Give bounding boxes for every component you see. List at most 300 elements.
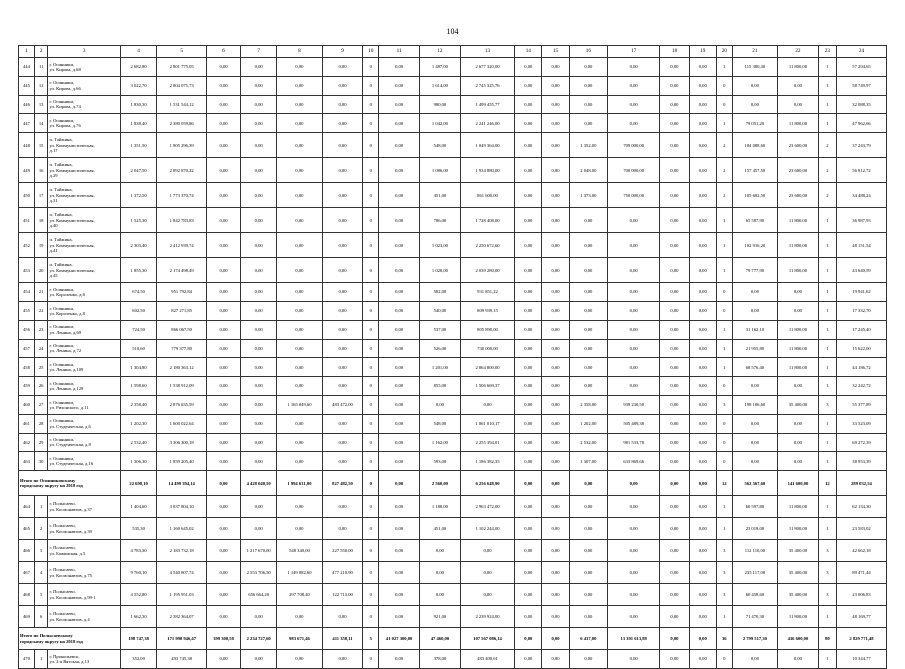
table-cell: 3 <box>818 540 836 562</box>
table-cell: 1 086,00 <box>420 158 461 183</box>
table-cell: 3 <box>34 540 48 562</box>
table-cell: 0,00 <box>379 584 420 606</box>
table-cell: 31 162,10 <box>732 320 777 339</box>
table-cell: 0,00 <box>515 584 542 606</box>
table-cell: 0,00 <box>241 208 277 233</box>
table-cell: 411 358,11 <box>322 628 363 650</box>
table-cell: 0,00 <box>515 471 542 496</box>
table-cell: 0,00 <box>277 283 322 302</box>
table-cell: 0,00 <box>542 76 569 95</box>
table-cell: 34 488,24 <box>836 183 886 208</box>
table-cell: 0,00 <box>207 114 241 133</box>
table-cell: 0,00 <box>515 158 542 183</box>
table-cell: 0,00 <box>241 650 277 669</box>
table-cell: 171 990 946,47 <box>157 628 207 650</box>
table-cell: 6 256 648,90 <box>460 471 514 496</box>
table-cell: 602,50 <box>120 301 156 320</box>
table-cell: 0,00 <box>660 95 689 114</box>
table-cell: 0,00 <box>608 339 660 358</box>
table-cell: 2 560,00 <box>420 471 461 496</box>
table-cell: 461 <box>19 414 35 433</box>
table-cell: 0,00 <box>322 58 363 77</box>
table-row <box>19 301 887 320</box>
table-cell: 1 662,30 <box>120 606 156 628</box>
table-cell: 0,00 <box>732 377 777 396</box>
table-cell: 467 <box>19 562 35 584</box>
table-cell: 1 855,30 <box>120 258 156 283</box>
table-cell: 0,00 <box>515 114 542 133</box>
table-cell: 0,00 <box>420 584 461 606</box>
table-cell: 537,00 <box>420 320 461 339</box>
table-cell: 0 <box>716 95 732 114</box>
table-cell: 0,00 <box>608 208 660 233</box>
table-cell: 0 <box>363 606 379 628</box>
table-cell: 0 <box>363 258 379 283</box>
table-cell: 0,00 <box>241 452 277 471</box>
table-cell: 455 <box>19 301 35 320</box>
table-cell: 0,00 <box>608 283 660 302</box>
table-cell: 447 <box>19 114 35 133</box>
table-cell: 1 352,00 <box>569 133 608 158</box>
table-cell: 0,00 <box>569 471 608 496</box>
table-cell: 0 <box>363 414 379 433</box>
address-cell: г. Полысаево, ул. Космонавтов, д.75 <box>48 562 121 584</box>
table-cell: 0,00 <box>207 414 241 433</box>
table-cell: 0,00 <box>660 183 689 208</box>
table-cell: 2 039 280,00 <box>460 258 514 283</box>
table-cell: 1 217 670,00 <box>241 540 277 562</box>
table-cell: 0,00 <box>277 433 322 452</box>
table-cell: 71 470,30 <box>732 606 777 628</box>
table-cell: 27 <box>34 395 48 414</box>
table-cell: 0,00 <box>689 471 716 496</box>
table-cell: 0,00 <box>379 114 420 133</box>
table-cell: 0,00 <box>241 518 277 540</box>
table-cell: 2 <box>818 183 836 208</box>
table-cell: 1 <box>818 452 836 471</box>
table-cell: 593,00 <box>420 452 461 471</box>
table-cell: 0,00 <box>277 358 322 377</box>
table-cell: 0,00 <box>207 320 241 339</box>
table-cell: 0 <box>716 283 732 302</box>
table-cell: 0,00 <box>660 496 689 518</box>
table-cell: 0,00 <box>542 158 569 183</box>
table-cell: 980,00 <box>420 95 461 114</box>
header-row <box>19 46 887 58</box>
table-cell: 69 272,39 <box>836 433 886 452</box>
table-cell: 0,00 <box>322 414 363 433</box>
table-cell: 23 <box>34 320 48 339</box>
table-cell: 1 165 049,60 <box>277 395 322 414</box>
table-cell: 0 <box>716 433 732 452</box>
table-cell: 1 061 010,17 <box>460 414 514 433</box>
table-cell: 0 <box>363 114 379 133</box>
table-cell: 983 671,46 <box>277 628 322 650</box>
table-cell: 0 <box>363 377 379 396</box>
table-cell: 0,00 <box>689 518 716 540</box>
table-cell: 1 905 296,39 <box>157 133 207 158</box>
table-cell: 0,00 <box>689 650 716 669</box>
table-cell: 1 <box>818 208 836 233</box>
table-cell: 1 538 912,09 <box>157 377 207 396</box>
table-cell: 0,00 <box>379 358 420 377</box>
table-cell: 3 306 300,18 <box>157 433 207 452</box>
table-cell: 37 243,79 <box>836 133 886 158</box>
table-cell: 535,30 <box>120 518 156 540</box>
table-cell: 107 567 086,14 <box>460 628 514 650</box>
table-cell: 0,00 <box>689 562 716 584</box>
table-cell: 1 <box>818 339 836 358</box>
column-number: 12 <box>420 46 461 58</box>
column-number: 5 <box>157 46 207 58</box>
table-cell: 1 <box>716 208 732 233</box>
table-cell: 1 195 951,03 <box>157 584 207 606</box>
column-number: 15 <box>542 46 569 58</box>
table-cell: 1 <box>716 114 732 133</box>
table-cell: 11 800,00 <box>778 606 819 628</box>
table-cell: 157 457,50 <box>732 158 777 183</box>
table-cell: 1 614,00 <box>420 76 461 95</box>
table-cell: 779 377,80 <box>157 339 207 358</box>
address-cell: г. Осинники, ул. Ленина, д.72 <box>48 339 121 358</box>
address-cell: п. Тайжина, ул. Коммунистическая, д.31 <box>48 183 121 208</box>
table-cell: 0,00 <box>515 433 542 452</box>
table-cell: 3 <box>818 584 836 606</box>
table-cell: 56 812,72 <box>836 158 886 183</box>
table-cell: 0,00 <box>207 283 241 302</box>
table-cell: 0,00 <box>460 584 514 606</box>
table-cell: 633 869,66 <box>608 452 660 471</box>
table-cell: 0,00 <box>689 452 716 471</box>
page-number: 104 <box>446 27 459 36</box>
table-cell: 0,00 <box>542 358 569 377</box>
table-cell: 17 <box>34 183 48 208</box>
table-cell: 458 <box>19 358 35 377</box>
table-cell: 0,00 <box>732 76 777 95</box>
table-cell: 0 <box>363 208 379 233</box>
table-cell: 0,00 <box>515 628 542 650</box>
table-cell: 12 <box>716 471 732 496</box>
table-cell: 464 <box>19 496 35 518</box>
table-cell: 2 303,40 <box>120 233 156 258</box>
table-cell: 0,00 <box>322 183 363 208</box>
table-cell: 0,00 <box>689 628 716 650</box>
table-cell: 0,00 <box>608 114 660 133</box>
table-cell: 0,00 <box>460 540 514 562</box>
table-cell: 102 916,20 <box>732 233 777 258</box>
column-number: 11 <box>379 46 420 58</box>
table-row <box>19 562 887 584</box>
table-row <box>19 496 887 518</box>
table-cell: 0,00 <box>542 377 569 396</box>
address-cell: г. Осинники, ул. Студенческая, д.16 <box>48 452 121 471</box>
table-cell: 0,00 <box>660 562 689 584</box>
table-cell: 1 <box>818 496 836 518</box>
table-cell: 23 600,00 <box>778 183 819 208</box>
table-cell: 235 117,00 <box>732 562 777 584</box>
table-row <box>19 258 887 283</box>
table-cell: 0,00 <box>322 320 363 339</box>
table-cell: 0,00 <box>322 377 363 396</box>
address-cell: г. Осинники, ул. Кирова, д.74 <box>48 95 121 114</box>
address-cell: г. Полысаево, ул. Бажинская, д.5 <box>48 540 121 562</box>
table-cell: 2 532,00 <box>569 433 608 452</box>
table-cell: 0,00 <box>569 58 608 77</box>
table-cell: 0,00 <box>322 452 363 471</box>
table-cell: 6 <box>34 606 48 628</box>
table-cell: 0 <box>363 650 379 669</box>
table-row <box>19 208 887 233</box>
table-cell: 1 <box>716 258 732 283</box>
table-cell: 19 941,62 <box>836 283 886 302</box>
table-cell: 656 664,20 <box>241 584 277 606</box>
table-cell: 0,00 <box>689 233 716 258</box>
table-cell: 1 487,00 <box>420 58 461 77</box>
table-cell: 1 525,30 <box>120 208 156 233</box>
table-cell: 451,00 <box>420 183 461 208</box>
table-cell: 452 <box>19 233 35 258</box>
address-cell: г. Прокопьевск, ул. 2-я Вятская, д.13 <box>48 650 121 669</box>
table-cell: 0,00 <box>569 76 608 95</box>
table-cell: 2 <box>34 518 48 540</box>
table-cell: 0,00 <box>515 320 542 339</box>
table-cell: 23 600,00 <box>778 158 819 183</box>
table-cell: 1 598,60 <box>120 377 156 396</box>
table-cell: 2 358,00 <box>569 395 608 414</box>
table-cell: 5 <box>34 584 48 606</box>
table-cell: 0 <box>363 540 379 562</box>
table-cell: 1 042,00 <box>420 114 461 133</box>
table-cell: 0,00 <box>732 452 777 471</box>
table-cell: 35 400,00 <box>778 562 819 584</box>
table-cell: 0,00 <box>660 233 689 258</box>
table-cell: 0,00 <box>542 58 569 77</box>
table-cell: 0,00 <box>379 496 420 518</box>
table-cell: 0,00 <box>608 58 660 77</box>
table-cell: 939 230,50 <box>608 395 660 414</box>
table-row <box>19 283 887 302</box>
table-cell: 1 404,60 <box>120 496 156 518</box>
table-cell: 827 482,50 <box>322 471 363 496</box>
table-cell: 0,00 <box>689 95 716 114</box>
table-cell: 0,00 <box>569 114 608 133</box>
table-cell: 1 994 631,00 <box>277 471 322 496</box>
table-cell: 0,00 <box>569 377 608 396</box>
table-cell: 0,00 <box>379 58 420 77</box>
table-cell: 0,00 <box>379 95 420 114</box>
table-cell: 0,00 <box>322 208 363 233</box>
table-cell: 0,00 <box>322 606 363 628</box>
table-cell: 1 <box>818 358 836 377</box>
table-cell: 0,00 <box>689 258 716 283</box>
total-label: Итого по Осинниковскому городскому округу на 2018 год <box>19 471 121 496</box>
table-row <box>19 414 887 433</box>
table-cell: 0,00 <box>515 183 542 208</box>
table-cell: 0,00 <box>207 301 241 320</box>
table-cell: 0,00 <box>379 158 420 183</box>
table-cell: 0,00 <box>660 540 689 562</box>
table-cell: 2 745 325,76 <box>460 76 514 95</box>
address-cell: п. Тайжина, ул. Коммунистическая, д.41 <box>48 233 121 258</box>
table-cell: 0 <box>363 58 379 77</box>
table-cell: 14 499 394,14 <box>157 471 207 496</box>
table-cell: 0,00 <box>322 518 363 540</box>
table-cell: 1 838,40 <box>120 114 156 133</box>
table-cell: 454 <box>19 283 35 302</box>
column-number: 4 <box>120 46 156 58</box>
table-row <box>19 320 887 339</box>
table-cell: 0,00 <box>542 395 569 414</box>
table-cell: 0 <box>363 471 379 496</box>
table-cell: 0 <box>363 452 379 471</box>
table-cell: 227 550,00 <box>322 540 363 562</box>
table-cell: 470 <box>19 650 35 669</box>
table-cell: 0,00 <box>608 95 660 114</box>
table-cell: 0,00 <box>569 606 608 628</box>
table-cell: 0,00 <box>689 133 716 158</box>
table-cell: 79 051,20 <box>732 114 777 133</box>
column-number: 9 <box>322 46 363 58</box>
column-number: 19 <box>689 46 716 58</box>
table-cell: 0,00 <box>608 377 660 396</box>
table-cell: 0,00 <box>732 414 777 433</box>
table-cell: 1 <box>818 76 836 95</box>
table-cell: 0,00 <box>660 58 689 77</box>
table-cell: 0,00 <box>732 301 777 320</box>
table-cell: 0,00 <box>207 584 241 606</box>
table-cell: 0,00 <box>379 208 420 233</box>
table-cell: 0,00 <box>379 301 420 320</box>
table-cell: 0,00 <box>379 433 420 452</box>
table-cell: 0,00 <box>689 339 716 358</box>
table-cell: 493 745,38 <box>157 650 207 669</box>
table-cell: 0 <box>363 562 379 584</box>
table-cell: 0,00 <box>277 518 322 540</box>
table-cell: 21 <box>34 283 48 302</box>
table-cell: 445 <box>19 76 35 95</box>
table-cell: 11 800,00 <box>778 208 819 233</box>
table-cell: 3 037 804,10 <box>157 496 207 518</box>
table-cell: 6 437,00 <box>569 628 608 650</box>
table-cell: 0,00 <box>689 114 716 133</box>
table-cell: 0,00 <box>542 258 569 283</box>
table-cell: 2 382 364,07 <box>157 606 207 628</box>
table-cell: 1 <box>818 283 836 302</box>
table-cell: 0,00 <box>569 320 608 339</box>
table-cell: 1 600 022,64 <box>157 414 207 433</box>
table-cell: 0,00 <box>542 414 569 433</box>
table-cell: 0,00 <box>379 258 420 283</box>
table-cell: 0,00 <box>778 414 819 433</box>
table-cell: 1 506 669,37 <box>460 377 514 396</box>
table-cell: 457 <box>19 339 35 358</box>
table-cell: 931 851,22 <box>460 283 514 302</box>
table-cell: 1 <box>818 414 836 433</box>
table-cell: 16 <box>34 158 48 183</box>
table-cell: 1 201,00 <box>420 358 461 377</box>
address-cell: г. Полысаево, ул. Космонавтов, д.99-1 <box>48 584 121 606</box>
table-row <box>19 183 887 208</box>
table-cell: 861 600,00 <box>460 183 514 208</box>
table-cell: 0,00 <box>608 562 660 584</box>
table-cell: 0,00 <box>241 377 277 396</box>
table-cell: 0 <box>363 301 379 320</box>
table-cell: 0,00 <box>379 233 420 258</box>
table-cell: 448 <box>19 133 35 158</box>
table-cell: 28 <box>34 414 48 433</box>
table-cell: 0,00 <box>569 540 608 562</box>
table-cell: 0,00 <box>515 540 542 562</box>
table-cell: 0,00 <box>569 518 608 540</box>
table-cell: 0,00 <box>241 158 277 183</box>
table-cell: 0,00 <box>542 208 569 233</box>
table-cell: 0 <box>716 76 732 95</box>
table-cell: 25 <box>34 358 48 377</box>
table-cell: 0,00 <box>542 562 569 584</box>
table-cell: 15 622,00 <box>836 339 886 358</box>
table-cell: 1 372,50 <box>120 183 156 208</box>
table-cell: 0,00 <box>542 114 569 133</box>
table-cell: 0,00 <box>207 208 241 233</box>
table-cell: 866 067,50 <box>157 320 207 339</box>
address-cell: г. Осинники, ул. Кирова, д.76 <box>48 114 121 133</box>
table-cell: 11 800,00 <box>778 58 819 77</box>
table-cell: 0,00 <box>732 283 777 302</box>
table-cell: 0,00 <box>277 114 322 133</box>
table-cell: 1 <box>818 258 836 283</box>
address-cell: г. Полысаево, ул. Космонавтов, д.39 <box>48 518 121 540</box>
table-cell: 378,00 <box>420 650 461 669</box>
table-cell: 11 800,00 <box>778 358 819 377</box>
table-cell: 0,00 <box>207 233 241 258</box>
table-cell: 0,00 <box>732 95 777 114</box>
table-cell: 2 829 771,48 <box>836 628 886 650</box>
table-cell: 4 <box>34 562 48 584</box>
table-cell: 0 <box>363 133 379 158</box>
table-cell: 0,00 <box>542 433 569 452</box>
table-cell: 0,00 <box>322 433 363 452</box>
table-cell: 36 <box>716 628 732 650</box>
table-cell: 0,00 <box>660 158 689 183</box>
table-cell: 1 830,30 <box>120 95 156 114</box>
table-cell: 2 799 517,30 <box>732 628 777 650</box>
table-cell: 1 188,00 <box>420 496 461 518</box>
table-cell: 1 162,00 <box>420 433 461 452</box>
table-cell: 38 953,39 <box>836 452 886 471</box>
address-cell: г. Осинники, ул. Кирова, д.68 <box>48 58 121 77</box>
table-cell: 460 <box>19 395 35 414</box>
address-cell: г. Осинники, ул. Ленина, д.69 <box>48 320 121 339</box>
table-cell: 0,00 <box>379 650 420 669</box>
table-cell: 526,00 <box>420 339 461 358</box>
total-row-total-osinniki <box>19 471 887 496</box>
table-cell: 2 <box>818 133 836 158</box>
column-number: 20 <box>716 46 732 58</box>
table-cell: 0 <box>363 233 379 258</box>
table-cell: 730 000,00 <box>460 339 514 358</box>
table-cell: 981 533,78 <box>608 433 660 452</box>
table-cell: 0,00 <box>207 496 241 518</box>
table-cell: 0,00 <box>542 133 569 158</box>
table-cell: 0,00 <box>241 76 277 95</box>
table-cell: 0,00 <box>689 540 716 562</box>
address-cell: г. Осинники, ул. Короленко, д.6 <box>48 283 121 302</box>
table-cell: 0,00 <box>660 76 689 95</box>
table-cell: 0,00 <box>277 606 322 628</box>
table-cell: 0,00 <box>608 650 660 669</box>
table-cell: 0,00 <box>542 283 569 302</box>
table-cell: 47 460,00 <box>420 628 461 650</box>
